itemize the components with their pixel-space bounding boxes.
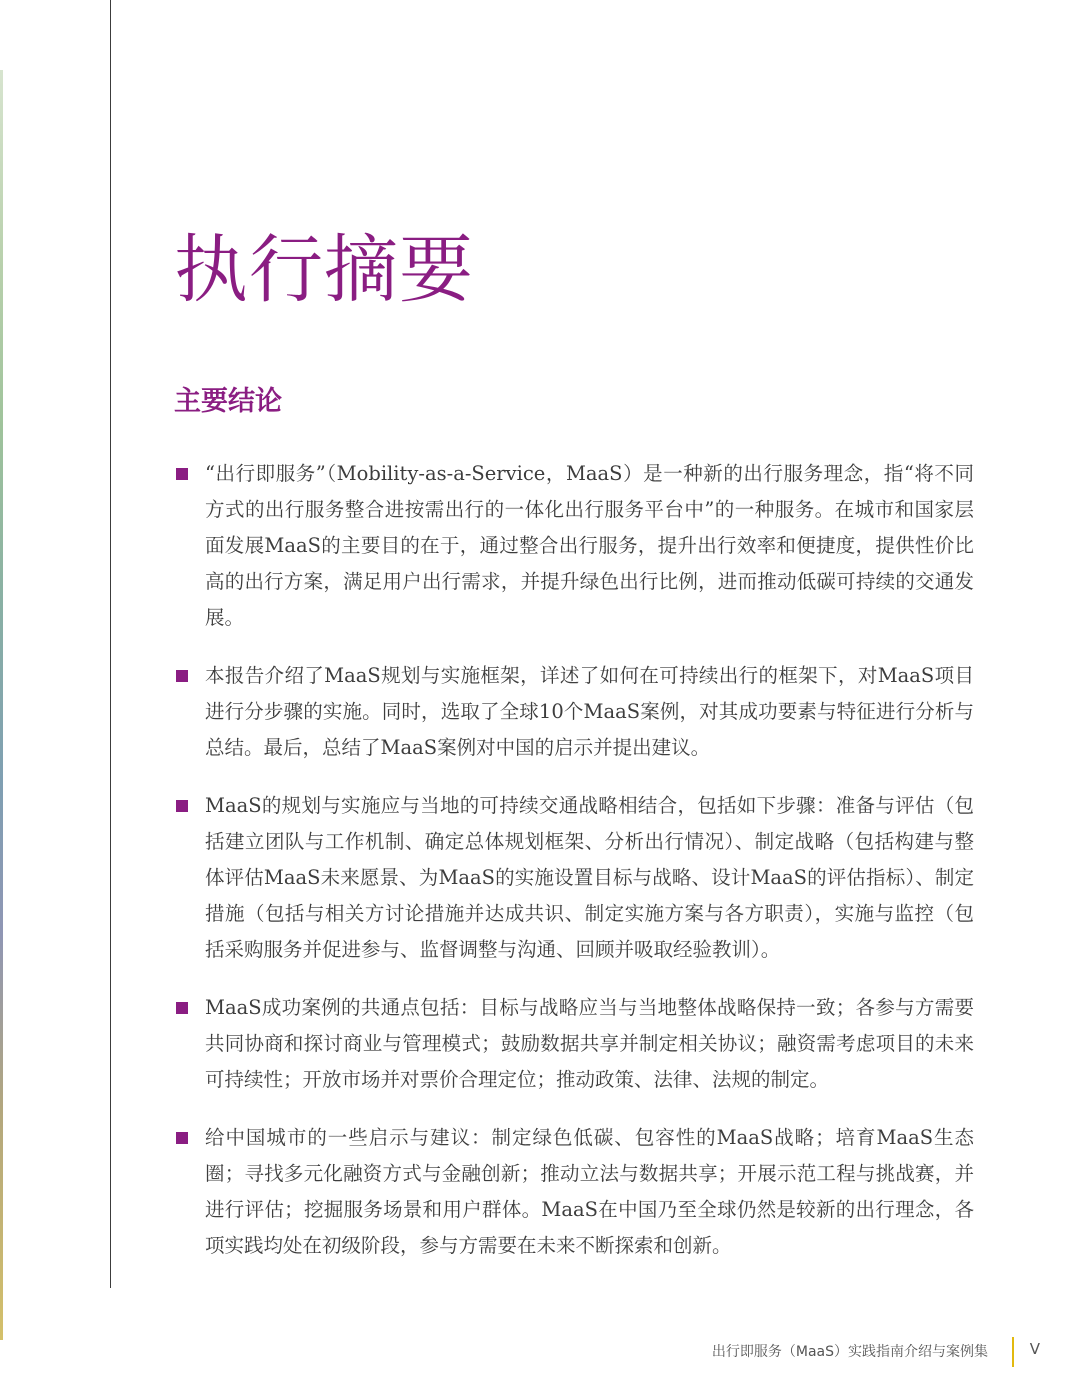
margin-rule [110, 0, 111, 1288]
findings-list [174, 456, 974, 1286]
square-bullet-icon [176, 800, 188, 812]
square-bullet-icon [176, 670, 188, 682]
footer-divider [1012, 1337, 1014, 1367]
finding-text: 给中国城市的一些启示与建议：制定绿色低碳、包容性的MaaS战略；培育MaaS生态圈；寻找多元化融资方式与金融创新；推动立法与数据共享；开展示范工程与挑战赛，并进行评估；挖掘服务场景和用户群体。MaaS在中国乃至全球仍然是较新的出行理念，各项实践均处在初级阶段，参与方需要在未来不断探索和创新。 [205, 1126, 974, 1257]
page-title: 执行摘要 [174, 227, 474, 313]
finding-text: “出行即服务”（Mobility-as-a-Service，MaaS）是一种新的出行服务理念，指“将不同方式的出行服务整合进按需出行的一体化出行服务平台中”的一种服务。在城市和国家层面发展MaaS的主要目的在于，通过整合出行服务，提升出行效率和便捷度，提供性价比高的出行方案，满足用户出行需求，并提升绿色出行比例，进而推动低碳可持续的交通发展。 [205, 462, 974, 629]
finding-item [174, 990, 974, 1098]
finding-item [174, 456, 974, 636]
finding-text: 本报告介绍了MaaS规划与实施框架，详述了如何在可持续出行的框架下，对MaaS项目进行分步骤的实施。同时，选取了全球10个MaaS案例，对其成功要素与特征进行分析与总结。最后，总结了MaaS案例对中国的启示并提出建议。 [205, 664, 974, 759]
finding-text: MaaS的规划与实施应与当地的可持续交通战略相结合，包括如下步骤：准备与评估（包括建立团队与工作机制、确定总体规划框架、分析出行情况）、制定战略（包括构建与整体评估MaaS未来愿景、为MaaS的实施设置目标与战略、设计MaaS的评估指标）、制定措施（包括与相关方讨论措施并达成共识、制定实施方案与各方职责），实施与监控（包括采购服务并促进参与、监督调整与沟通、回顾并吸取经验教训）。 [205, 794, 974, 961]
finding-item [174, 788, 974, 968]
finding-item [174, 658, 974, 766]
square-bullet-icon [176, 468, 188, 480]
section-heading: 主要结论 [174, 386, 282, 417]
finding-item [174, 1120, 974, 1264]
page-number: V [1029, 1340, 1040, 1358]
finding-text: MaaS成功案例的共通点包括：目标与战略应当与当地整体战略保持一致；各参与方需要共同协商和探讨商业与管理模式；鼓励数据共享并制定相关协议；融资需考虑项目的未来可持续性；开放市场并对票价合理定位；推动政策、法律、法规的制定。 [205, 996, 974, 1091]
square-bullet-icon [176, 1132, 188, 1144]
square-bullet-icon [176, 1002, 188, 1014]
page-footer [700, 1337, 1040, 1367]
edge-color-strip [0, 70, 3, 1340]
footer-title: 出行即服务（MaaS）实践指南介绍与案例集 [711, 1344, 988, 1360]
